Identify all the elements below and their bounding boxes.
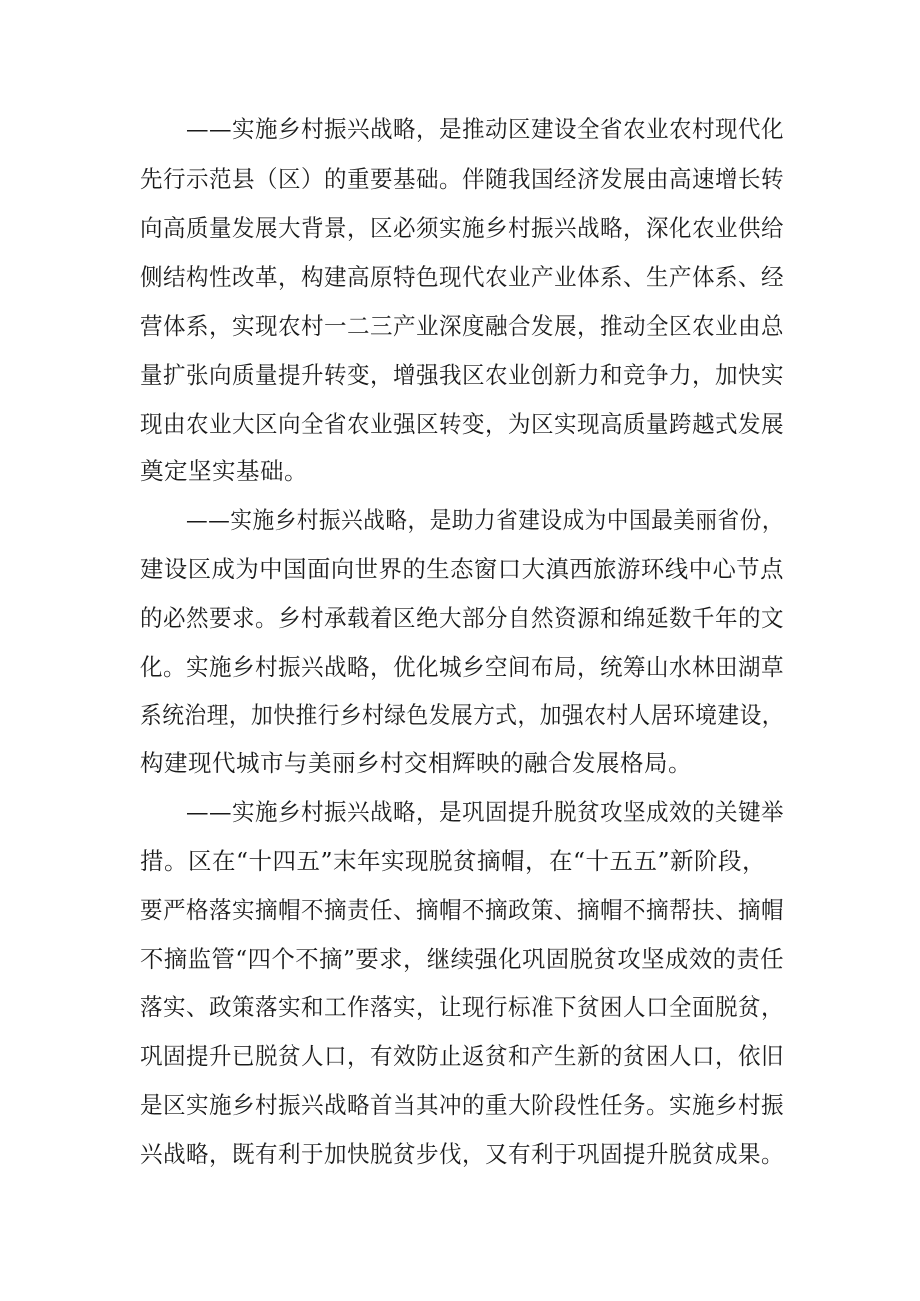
paragraph-line: 落实、政策落实和工作落实，让现行标准下贫困人口全面脱贫， xyxy=(140,993,784,1021)
paragraph-line: 营体系，实现农村一二三产业深度融合发展，推动全区农业由总 xyxy=(140,312,784,340)
paragraph-line: 侧结构性改革，构建高原特色现代农业产业体系、生产体系、经 xyxy=(140,263,784,291)
paragraph-line: 化。实施乡村振兴战略，优化城乡空间布局，统筹山水林田湖草 xyxy=(140,653,784,681)
paragraph-line: 巩固提升已脱贫人口，有效防止返贫和产生新的贫困人口，依旧 xyxy=(140,1042,784,1070)
paragraph-line: 先行示范县（区）的重要基础。伴随我国经济发展由高速增长转 xyxy=(140,165,784,193)
paragraph-line: 是区实施乡村振兴战略首当其冲的重大阶段性任务。实施乡村振 xyxy=(140,1091,784,1119)
paragraph-line: 向高质量发展大背景，区必须实施乡村振兴战略，深化农业供给 xyxy=(140,214,784,242)
paragraph-line: ——实施乡村振兴战略，是推动区建设全省农业农村现代化 xyxy=(186,115,784,143)
paragraph-line: 现由农业大区向全省农业强区转变，为区实现高质量跨越式发展 xyxy=(140,410,784,438)
paragraph-line: 构建现代城市与美丽乡村交相辉映的融合发展格局。 xyxy=(140,749,692,777)
paragraph-line: ——实施乡村振兴战略，是助力省建设成为中国最美丽省份， xyxy=(186,506,784,534)
paragraph-line: 奠定坚实基础。 xyxy=(140,457,308,485)
paragraph-line: 的必然要求。乡村承载着区绝大部分自然资源和绵延数千年的文 xyxy=(140,604,784,632)
paragraph-line: 要严格落实摘帽不摘责任、摘帽不摘政策、摘帽不摘帮扶、摘帽 xyxy=(140,896,784,924)
paragraph-line: 不摘监管“四个不摘”要求，继续强化巩固脱贫攻坚成效的责任 xyxy=(140,945,785,973)
paragraph-line: 系统治理，加快推行乡村绿色发展方式，加强农村人居环境建设， xyxy=(140,701,784,729)
paragraph-line: 量扩张向质量提升转变，增强我区农业创新力和竞争力，加快实 xyxy=(140,361,784,389)
paragraph-line: ——实施乡村振兴战略，是巩固提升脱贫攻坚成效的关键举 xyxy=(186,798,784,826)
paragraph-line: 措。区在“十四五”末年实现脱贫摘帽，在“十五五”新阶段， xyxy=(140,847,767,875)
paragraph-line: 兴战略，既有利于加快脱贫步伐，又有利于巩固提升脱贫成果。 xyxy=(140,1140,784,1168)
paragraph-line: 建设区成为中国面向世界的生态窗口大滇西旅游环线中心节点 xyxy=(140,555,784,583)
